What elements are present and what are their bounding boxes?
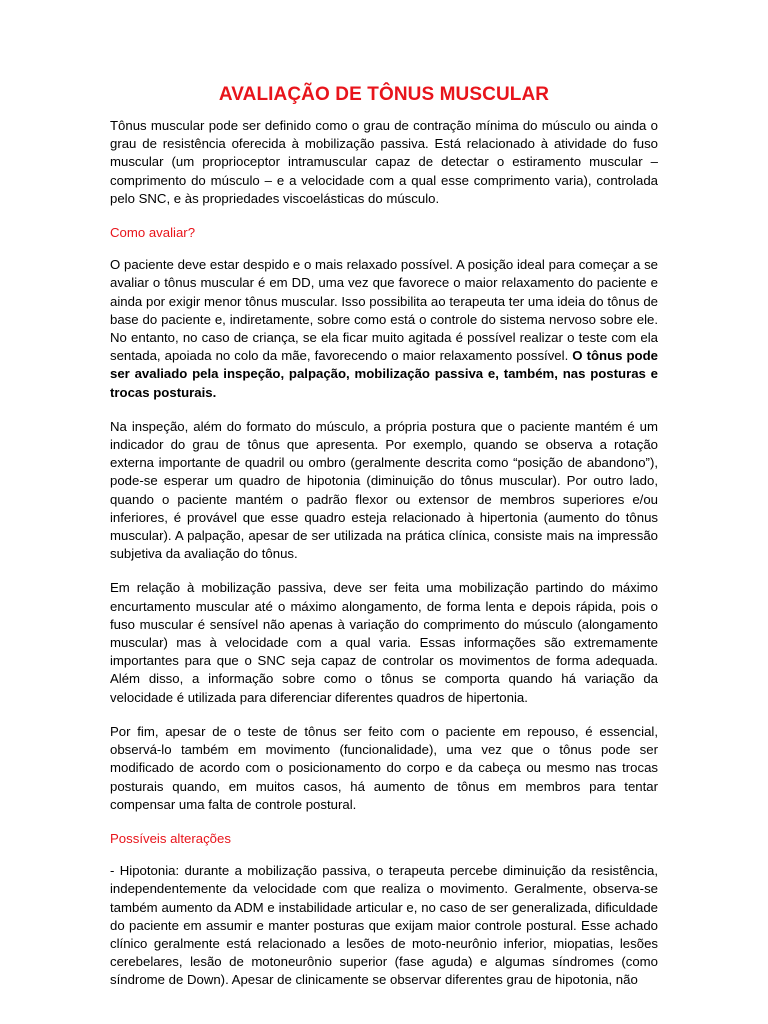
intro-paragraph: Tônus muscular pode ser definido como o grau de contração mínima do músculo ou ainda o grau de resistência oferecida à mobilização passiva. Está relacionado à atividade do fuso muscular (um proprioceptor intramuscular capaz de detectar o estiramento muscular – comprimento do músculo – e a velocidade com a qual esse comprimento varia), controlada pelo SNC, e às propriedades viscoelásticas do músculo. (110, 118, 658, 206)
paragraph-bold-text: O tônus pode ser avaliado pela inspeção, palpação, mobilização passiva e, também, nas posturas e trocas posturais. (110, 348, 659, 400)
paragraph-como-avaliar (110, 256, 658, 402)
paragraph-hipotonia: - Hipotonia: durante a mobilização passiva, o terapeuta percebe diminuição da resistência, independentemente da velocidade com que realiza o movimento. Geralmente, observa-se também aumento da ADM e instabilidade articular e, no caso de ser generalizada, dificuldade do paciente em assumir e manter posturas que exijam maior controle postural. Esse achado clínico geralmente está relacionado a lesões de moto-neurônio inferior, miopatias, lesões cerebelares, lesão de motoneurônio superior (fase aguda) e algumas síndromes (como síndrome de Down). Apesar de clinicamente se observar diferentes grau de hipotonia, não (110, 863, 658, 988)
paragraph-mobilizacao: Em relação à mobilização passiva, deve ser feita uma mobilização partindo do máximo encurtamento muscular até o máximo alongamento, de forma lenta e depois rápida, pois o fuso muscular é sensível não apenas à variação do comprimento do músculo (alongamento muscular) mas à velocidade com a qual varia. Essas informações são extremamente importantes para que o SNC seja capaz de controlar os movimentos de forma adequada. Além disso, a informação sobre como o tônus se comporta quando há variação da velocidade é utilizada para diferenciar diferentes quadros de hipertonia. (110, 580, 658, 705)
section-heading-alteracoes: Possíveis alterações (110, 830, 231, 846)
section-heading-como-avaliar: Como avaliar? (110, 225, 196, 241)
document-title: AVALIAÇÃO DE TÔNUS MUSCULAR (218, 84, 550, 105)
paragraph-inspecao: Na inspeção, além do formato do músculo, a própria postura que o paciente mantém é um indicador do grau de tônus que apresenta. Por exemplo, quando se observa a rotação externa importante de quadril ou ombro (geralmente descrita como “posição de abandono”), pode-se esperar um quadro de hipotonia (diminuição do tônus muscular). Por outro lado, quando o paciente mantém o padrão flexor ou extensor de membros superiores e/ou inferiores, é provável que esse quadro esteja relacionado à hipertonia (aumento do tônus muscular). A palpação, apesar de ser utilizada na prática clínica, consiste mais na impressão subjetiva da avaliação do tônus. (110, 418, 658, 562)
paragraph-conclusao: Por fim, apesar de o teste de tônus ser feito com o paciente em repouso, é essencial, observá-lo também em movimento (funcionalidade), uma vez que o tônus pode ser modificado de acordo com o posicionamento do corpo e da cabeça ou mesmo nas trocas posturais quando, em muitos casos, há aumento de tônus em membros para tentar compensar uma falta de controle postural. (110, 723, 658, 812)
paragraph-text: O paciente deve estar despido e o mais relaxado possível. A posição ideal para começar a se avaliar o tônus muscular é em DD, uma vez que favorece o maior relaxamento do paciente e ainda por exigir menor tônus muscular. Isso possibilita ao terapeuta ter uma ideia do tônus de base do paciente e, indiretamente, sobre como está o controle do sistema nervoso sobre ele. No entanto, no caso de criança, se ela ficar muito agitada é possível realizar o teste com ela sentada, apoiada no colo da mãe, favorecendo o maior relaxamento possível. (110, 257, 658, 364)
